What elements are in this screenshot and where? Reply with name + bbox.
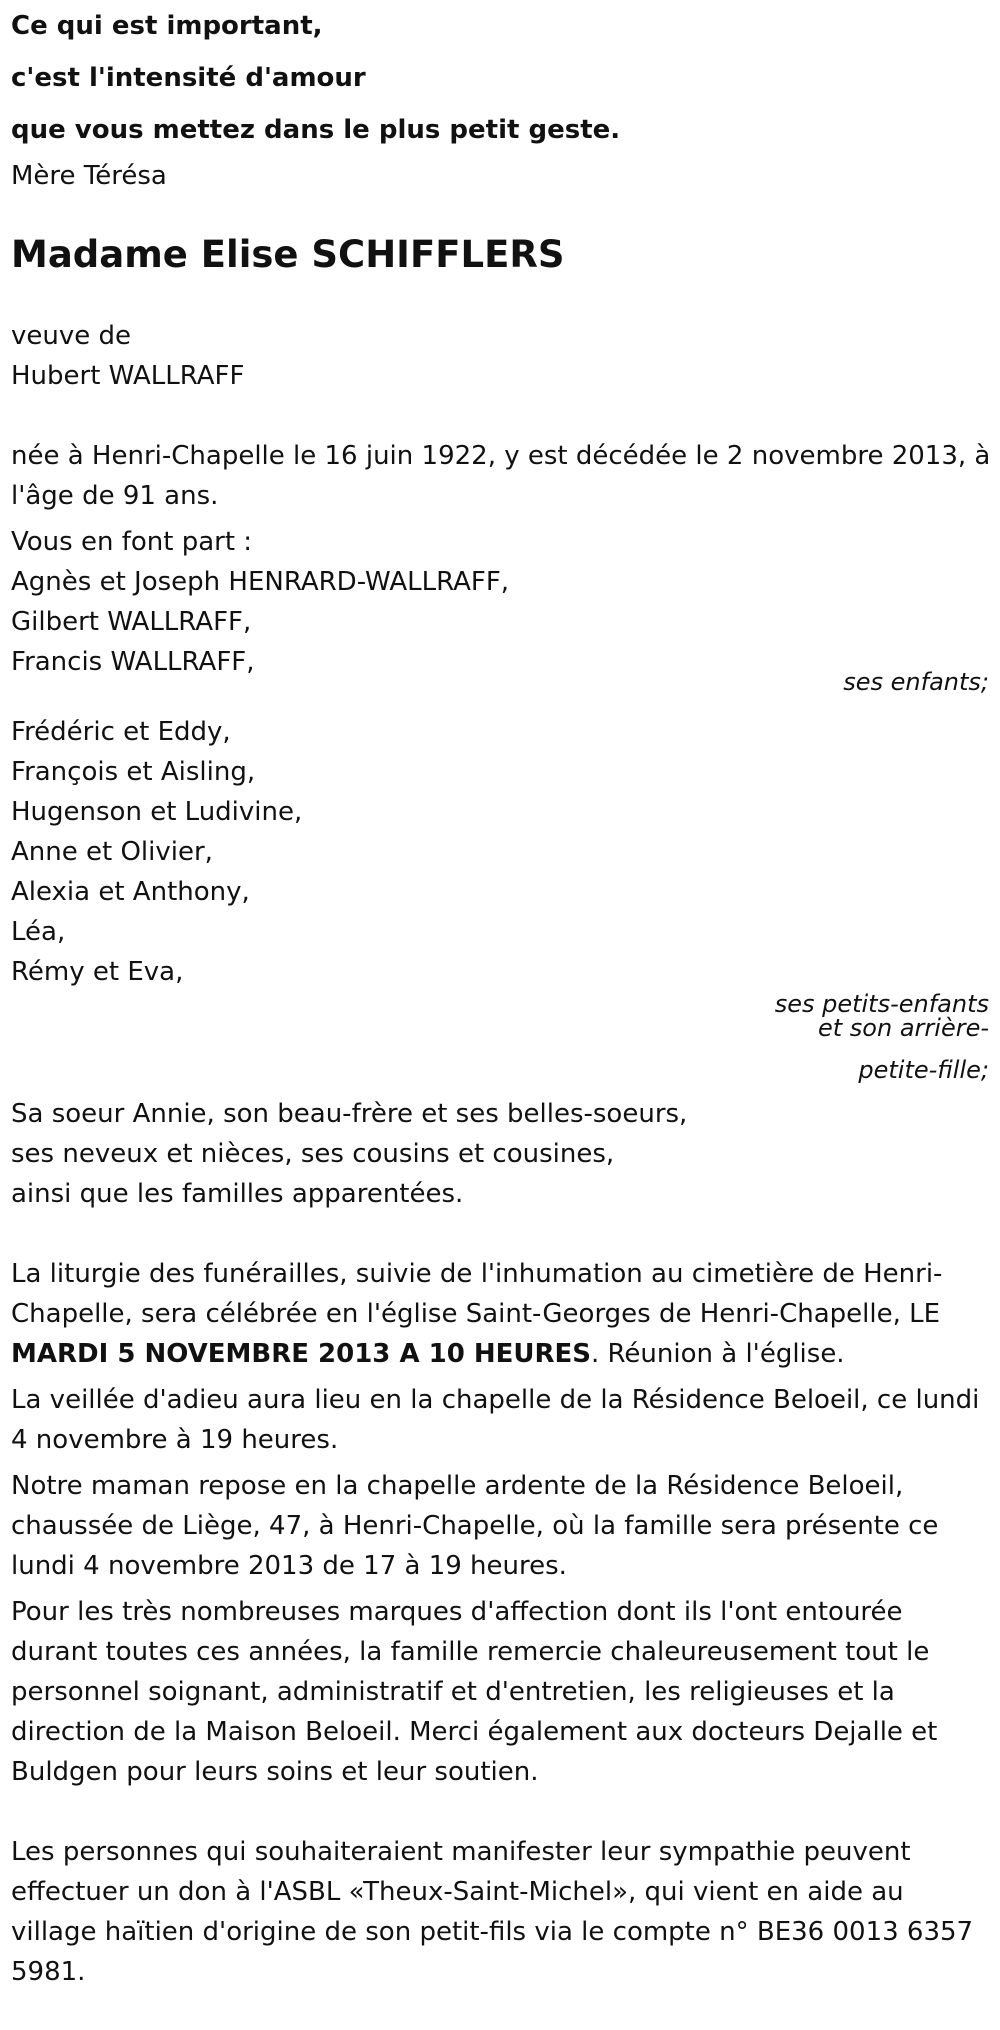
funeral-text-end: . Réunion à l'église. bbox=[591, 1339, 845, 1369]
list-item: Gilbert WALLRAFF, bbox=[11, 607, 252, 637]
list-item: Frédéric et Eddy, bbox=[11, 717, 231, 747]
family-line: ses neveux et nièces, ses cousins et cousines, bbox=[11, 1139, 615, 1169]
grandchildren-label-line: et son arrière- bbox=[818, 1014, 989, 1042]
list-item: Rémy et Eva, bbox=[11, 957, 184, 987]
grandchildren-label bbox=[11, 992, 989, 1082]
rest-paragraph: Notre maman repose en la chapelle ardente de la Résidence Beloeil, chaussée de Liège, 47, à Henri-Chapelle, où la famille sera présente ce lundi 4 novembre 2013 de 17 à 19 heures. bbox=[11, 1471, 939, 1581]
grandchildren-label-line: petite-fille; bbox=[858, 1056, 989, 1084]
children-list bbox=[11, 522, 991, 682]
family-line: Sa soeur Annie, son beau-frère et ses belles-soeurs, bbox=[11, 1099, 688, 1129]
list-item: Léa, bbox=[11, 917, 66, 947]
list-item: Francis WALLRAFF, bbox=[11, 647, 255, 677]
deceased-name: Madame Elise SCHIFFLERS bbox=[11, 233, 565, 276]
announcement-intro: Vous en font part : bbox=[11, 527, 253, 557]
spouse-name: Hubert WALLRAFF bbox=[11, 361, 245, 391]
list-item: Agnès et Joseph HENRARD-WALLRAFF, bbox=[11, 567, 510, 597]
quote bbox=[11, 0, 991, 156]
list-item: Alexia et Anthony, bbox=[11, 877, 250, 907]
birth-death: née à Henri-Chapelle le 16 juin 1922, y est décédée le 2 novembre 2013, à l'âge de 91 ans. bbox=[11, 441, 991, 511]
obituary-document bbox=[11, 0, 991, 1992]
thanks-paragraph: Pour les très nombreuses marques d'affection dont ils l'ont entourée durant toutes ces années, la famille remercie chaleureusement tout le personnel soignant, administratif et d'entretien, les religieuses et la direction de la Maison Beloeil. Merci également aux docteurs Dejalle et Buldgen pour leurs soins et leur soutien. bbox=[11, 1597, 938, 1787]
funeral-paragraph bbox=[11, 1254, 991, 1374]
extended-family bbox=[11, 1094, 991, 1214]
list-item: Anne et Olivier, bbox=[11, 837, 213, 867]
quote-line: Ce qui est important, bbox=[11, 11, 323, 41]
quote-line: c'est l'intensité d'amour bbox=[11, 63, 366, 93]
donation-paragraph: Les personnes qui souhaiteraient manifester leur sympathie peuvent effectuer un don à l'ASBL «Theux-Saint-Michel», qui vient en aide au village haïtien d'origine de son petit-fils via le compte n° BE36 0013 6357 5981. bbox=[11, 1837, 974, 1987]
list-item: Hugenson et Ludivine, bbox=[11, 797, 303, 827]
widow-line: veuve de bbox=[11, 321, 132, 351]
children-label: ses enfants; bbox=[843, 668, 989, 696]
vigil-paragraph: La veillée d'adieu aura lieu en la chapelle de la Résidence Beloeil, ce lundi 4 novembre à 19 heures. bbox=[11, 1385, 980, 1455]
widow-of bbox=[11, 316, 991, 396]
family-line: ainsi que les familles apparentées. bbox=[11, 1179, 464, 1209]
funeral-date: MARDI 5 NOVEMBRE 2013 A 10 HEURES bbox=[11, 1339, 591, 1369]
grandchildren-label-line: ses petits-enfants bbox=[774, 990, 989, 1018]
quote-line: que vous mettez dans le plus petit geste. bbox=[11, 115, 621, 145]
list-item: François et Aisling, bbox=[11, 757, 256, 787]
funeral-text: La liturgie des funérailles, suivie de l'inhumation au cimetière de Henri-Chapelle, sera célébrée en l'église Saint-Georges de Henri-Chapelle, LE bbox=[11, 1259, 943, 1329]
quote-author: Mère Térésa bbox=[11, 161, 167, 191]
grandchildren-list bbox=[11, 712, 991, 992]
